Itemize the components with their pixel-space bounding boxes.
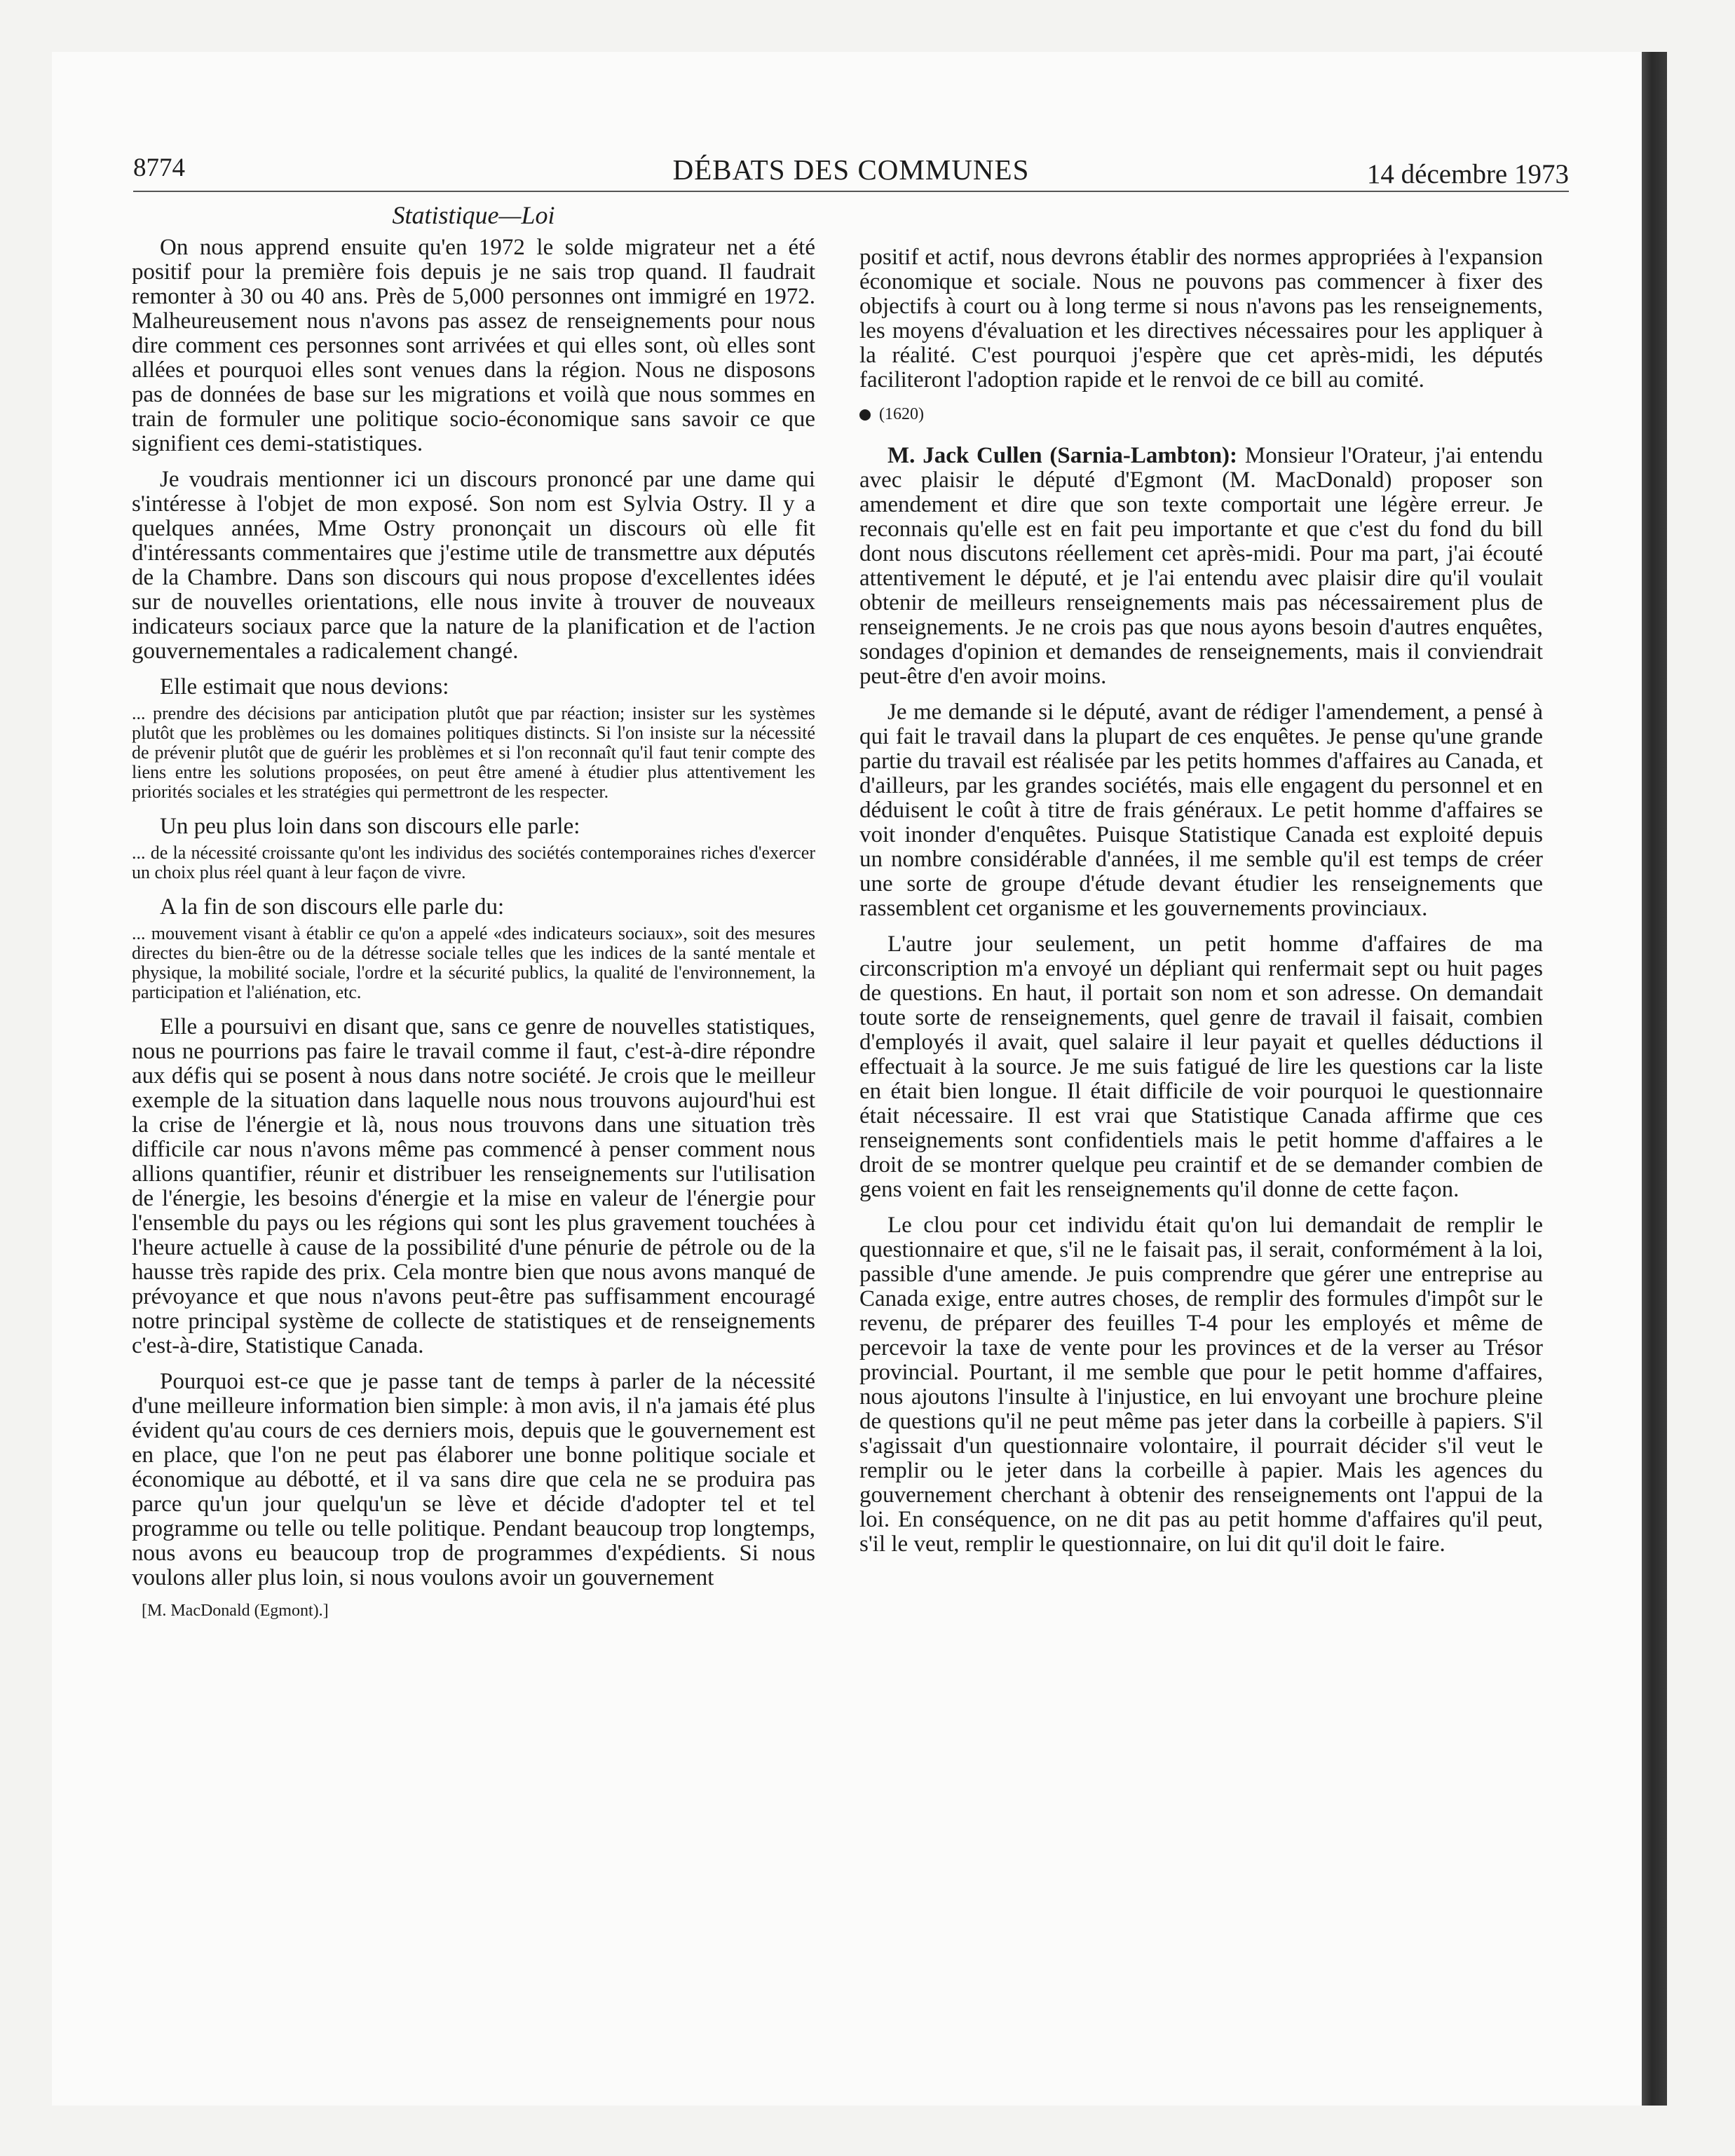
- speech-text: Monsieur l'Orateur, j'ai entendu avec plaisir le député d'Egmont (M. MacDonald) proposer son amendement et dire que son texte comportait une légère erreur. Je reconnais qu'elle est en fait peu importante et que c'est du fond du bill dont nous discutons réellement cet après-midi. Pour ma part, j'ai écouté attentivement le député, et je l'ai entendu avec plaisir dire qu'il voulait obtenir de meilleurs renseignements mais pas nécessairement plus de renseignements. Je ne crois pas que nous ayons besoin d'autres enquêtes, sondages d'opinion et demandes de renseignements, mais il conviendrait peut-être d'en avoir moins.: [859, 443, 1544, 689]
- paragraph: Je me demande si le député, avant de rédiger l'amendement, a pensé à qui fait le travail dans la plupart de ces enquêtes. Je pense qu'une grande partie du travail est réalisée par les petits hommes d'affaires au Canada, et d'ailleurs, par les grandes sociétés, mais elle engagent du personnel et en déduisent le coût à titre de frais généraux. Le petit homme d'affaires se voit inonder d'enquêtes. Puisque Statistique Canada est exploité depuis un nombre considérable d'années, il me semble qu'il est temps de créer une sorte de groupe d'étude devant étudier les renseignements que rassemblent cet organisme et les gouvernements provinciaux.: [859, 700, 1543, 921]
- quote-intro: A la fin de son discours elle parle du:: [160, 894, 505, 920]
- left-column: [132, 200, 815, 1621]
- speaker-attribution: [M. MacDonald (Egmont).]: [142, 1602, 329, 1620]
- block-quote: ... mouvement visant à établir ce qu'on a appelé «des indicateurs sociaux», soit des mesures directes du bien-être ou de la détresse sociale telles que les indices de la santé mentale et physique, la mobilité sociale, l'ordre et la sécurité publics, la qualité de l'environnement, la participation et l'aliénation, etc.: [132, 923, 815, 1002]
- section-title: Statistique—Loi: [392, 201, 555, 229]
- time-marker: [859, 405, 1543, 424]
- paragraph: On nous apprend ensuite qu'en 1972 le solde migrateur net a été positif pour la première fois depuis je ne sais trop quand. Il faudrait remonter à 30 ou 40 ans. Près de 5,000 personnes ont immigré en 1972. Malheureusement nous n'avons pas assez de renseignements pour nous dire comment ces personnes sont arrivées et qui elles sont, où elles sont allées et pourquoi elles sont venues dans la région. Nous ne disposons pas de données de base sur les migrations et voilà que nous sommes en train de formuler une politique socio-économique sans savoir ce que signifient ces demi-statistiques.: [132, 235, 815, 456]
- paragraph: L'autre jour seulement, un petit homme d'affaires de ma circonscription m'a envoyé un dépliant qui renfermait sept ou huit pages de questions. En haut, il portait son nom et son adresse. On demandait toute sorte de renseignements, quel genre de travail il faisait, combien d'employés il avait, quel salaire il leur payait et quelles déductions il effectuait à la source. Je me suis fatigué de lire les questions car la liste en était bien longue. Il était difficile de voir pourquoi le questionnaire était nécessaire. Il est vrai que Statistique Canada affirme que ces renseignements sont confidentiels mais le petit homme d'affaires a le droit de se montrer quelque peu craintif et de se demander combien de gens voient en fait les renseignements qu'il donne de cette façon.: [859, 932, 1543, 1202]
- block-quote: ... de la nécessité croissante qu'ont les individus des sociétés contemporaines riches d'exercer un choix plus réel quant à leur façon de vivre.: [132, 842, 815, 882]
- speech-paragraph: [859, 444, 1543, 689]
- time-stamp: (1620): [879, 405, 924, 423]
- header-rule: [133, 191, 1569, 192]
- quote-intro: Elle estimait que nous devions:: [160, 674, 449, 700]
- header-date: 14 décembre 1973: [1366, 159, 1569, 189]
- page-edge-strip: [1642, 52, 1667, 2106]
- quote-intro: Un peu plus loin dans son discours elle parle:: [160, 814, 580, 839]
- page-number: 8774: [133, 153, 185, 182]
- paragraph: Elle a poursuivi en disant que, sans ce genre de nouvelles statistiques, nous ne pourrions pas faire le travail comme il faut, c'est-à-dire répondre aux défis qui se posent à nous dans notre société. Je crois que le meilleur exemple de la situation dans laquelle nous nous trouvons aujourd'hui est la crise de l'énergie et là, nous nous trouvons dans une situation très difficile car nous n'avons même pas commencé à penser comment nous allions quantifier, réunir et distribuer les renseignements sur l'utilisation de l'énergie, les besoins d'énergie et la mise en valeur de l'énergie pour l'ensemble du pays ou les régions qui sont les plus gravement touchées à l'heure actuelle à cause de la possibilité d'une pénurie de pétrole ou de la hausse très rapide des prix. Cela montre bien que nous avons manqué de prévoyance et que nous n'avons peut-être pas suffisamment encouragé notre principal système de collecte de statistiques et de renseignements c'est-à-dire, Statistique Canada.: [132, 1014, 815, 1358]
- paragraph: positif et actif, nous devrons établir des normes appropriées à l'expansion économique et sociale. Nous ne pouvons pas commencer à fixer des objectifs à court ou à long terme si nous n'avons pas les renseignements, les moyens d'évaluation et les directives nécessaires pour les appliquer à la réalité. C'est pourquoi j'espère que cet après-midi, les députés faciliteront l'adoption rapide et le renvoi de ce bill au comité.: [859, 245, 1543, 393]
- bullet-icon: [859, 409, 871, 421]
- paragraph: Le clou pour cet individu était qu'on lui demandait de remplir le questionnaire et que, s'il ne le faisait pas, il serait, conformément à la loi, passible d'une amende. Je puis comprendre que gérer une entreprise au Canada exige, entre autres choses, de remplir des formules d'impôt sur le revenu, de préparer des feuilles T-4 pour les employés et même de percevoir la taxe de vente pour les provinces et de la verser au Trésor provincial. Pourtant, il me semble que pour le petit homme d'affaires, nous ajoutons l'insulte à l'injustice, en lui envoyant une brochure pleine de questions qu'il ne peut même pas jeter dans la corbeille à papiers. S'il s'agissait d'un questionnaire volontaire, il pourrait décider s'il veut le remplir ou le jeter dans la corbeille à papier. Mais les agences du gouvernement cherchant à obtenir des renseignements ont l'appui de la loi. En conséquence, on ne dit pas au petit homme d'affaires qu'il peut, s'il le veut, remplir le questionnaire, on lui dit qu'il doit le faire.: [859, 1213, 1543, 1557]
- paragraph: Pourquoi est-ce que je passe tant de temps à parler de la nécessité d'une meilleure information bien simple: à mon avis, il n'a jamais été plus évident qu'au cours de ces derniers mois, depuis que le gouvernement est en place, que l'on ne peut pas élaborer une bonne politique sociale et économique au débotté, et il va sans dire que cela ne se produira pas parce qu'un jour quelqu'un se lève et décide d'adopter tel et tel programme ou telle ou telle politique. Pendant beaucoup trop longtemps, nous avons eu beaucoup trop de programmes d'expédients. Si nous voulons aller plus loin, si nous voulons avoir un gouvernement: [132, 1369, 815, 1590]
- right-column: [859, 245, 1543, 1568]
- paragraph: Je voudrais mentionner ici un discours prononcé par une dame qui s'intéresse à l'objet de mon exposé. Son nom est Sylvia Ostry. Il y a quelques années, Mme Ostry prononçait un discours où elle fit d'intéressants commentaires que j'estime utile de transmettre aux députés de la Chambre. Dans son discours qui nous propose d'excellentes idées sur de nouvelles orientations, elle nous invite à trouver de nouveaux indicateurs sociaux parce que la nature de la planification et de l'action gouvernementales a radicalement changé.: [132, 467, 815, 664]
- block-quote: ... prendre des décisions par anticipation plutôt que par réaction; insister sur les systèmes plutôt que les problèmes ou les domaines politiques distincts. Si l'on insiste sur la nécessité de prévenir plutôt que de guérir les problèmes et si l'on reconnaît qu'il faut tenir compte des liens entre les solutions proposées, on peut être amené à étudier plus attentivement les priorités sociales et les stratégies qui permettront de les respecter.: [132, 703, 815, 802]
- speaker-name: M. Jack Cullen (Sarnia-Lambton):: [887, 443, 1238, 468]
- page-header: [133, 153, 1569, 188]
- publication-title: DÉBATS DES COMMUNES: [672, 153, 1030, 186]
